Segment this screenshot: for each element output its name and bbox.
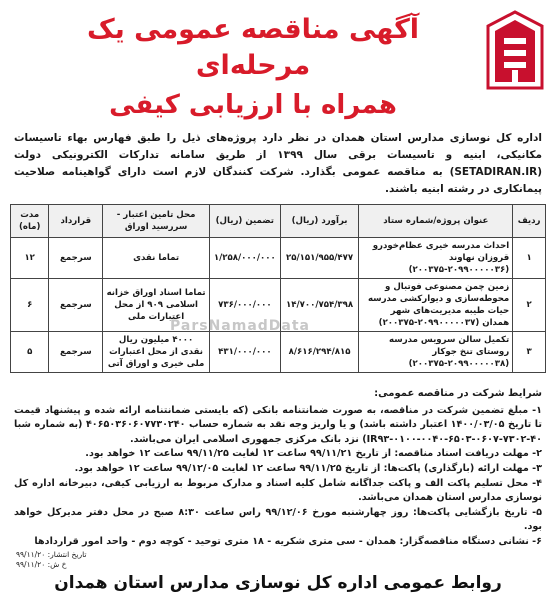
- condition-item: ۶- نشانی دستگاه مناقصه‌گزار: همدان - سی متری شکریه - ۱۸ متری توحید - کوچه دوم - واحد امور قراردادها: [34, 535, 542, 547]
- conditions-heading: شرایط شرکت در مناقصه عمومی:: [374, 388, 542, 399]
- guarantee-value: ۱/۲۵۸/۰۰۰/۰۰۰: [209, 238, 280, 279]
- table-row: [11, 238, 546, 279]
- estimate-value: ۸/۶۱۶/۲۹۴/۸۱۵: [280, 332, 359, 373]
- col-header-row-number: ردیف: [513, 205, 546, 238]
- condition-item: ۱- مبلغ تضمین شرکت در مناقصه، به صورت ضمانتنامه بانکی (که بایستی ضمانتنامه ارائه شده و پیشنهاد قیمت تا تاریخ ۱۴۰۰/۰۳/۰۵ اعتبار داشته باشد) و یا واریز وجه نقد به شماره حساب ۴۰۶۵۰۳۶۰۶۰۷۷۳۰۲۴۰ (به شماره شبا IR۹۳-۰۱۰۰-۰۰۴۰-۶۵۰۳-۰۶۰۷-۷۳۰۲-۴۰) نزد بانک مرکزی جمهوری اسلامی ایران می‌باشد.: [14, 404, 542, 445]
- project-title: زمین چمن مصنوعی فوتبال و محوطه‌سازی و دیوارکشی مدرسه حیات طیبه مدیریت‌های شهر همدان (۲۰۹۹۰۰۰۰۰۳۷-۲۰۰۳۷۵): [359, 279, 513, 332]
- condition-item: ۴- محل تسلیم پاکت الف و پاکت جداگانه شامل کلیه اسناد و مدارک مربوط به ارزیابی کیفی، دبیرخانه اداره کل نوسازی مدارس استان همدان می‌باشد.: [14, 477, 542, 504]
- table-row: [11, 332, 546, 373]
- publish-meta: [16, 550, 546, 570]
- duration-months: ۱۲: [11, 238, 49, 279]
- ad-subtitle: همراه با ارزیابی کیفی: [109, 90, 397, 120]
- condition-item: ۵- تاریخ بازگشایی پاکت‌ها: روز چهارشنبه مورخ ۹۹/۱۲/۰۶ راس ساعت ۸:۳۰ صبح در محل دفتر مدیرکل خواهد بود.: [14, 506, 542, 533]
- col-header-funding: محل تامین اعتبار - سررسید اوراق: [103, 205, 210, 238]
- project-title: احداث مدرسه خیری عظام‌خودرو قروزان نهاوند (۲۰۹۹۰۰۰۰۰۳۶-۲۰۰۳۷۵): [359, 238, 513, 279]
- col-header-estimate: برآورد (ریال): [280, 205, 359, 238]
- col-header-guarantee: تضمین (ریال): [209, 205, 280, 238]
- col-header-contract: قرارداد: [49, 205, 103, 238]
- condition-item: ۲- مهلت دریافت اسناد مناقصه: از تاریخ ۹۹/۱۱/۲۱ ساعت ۱۲ لغایت ۹۹/۱۱/۲۵ ساعت ۱۲ خواهد بود.: [85, 448, 542, 460]
- publish-code: خ ش: ۹۹/۱۱/۲۰: [16, 559, 67, 569]
- projects-table: [10, 204, 546, 373]
- estimate-value: ۱۴/۷۰۰/۷۵۴/۳۹۸: [280, 279, 359, 332]
- contract-type: سرجمع: [49, 279, 103, 332]
- footer-signature: روابط عمومی اداره کل نوسازی مدارس استان همدان: [54, 572, 502, 593]
- funding-source: ۴۰۰۰ میلیون ریال نقدی از محل اعتبارات ملی خیری و اوراق آتی: [103, 332, 210, 373]
- conditions-section: [14, 387, 542, 550]
- ad-title: آگهی مناقصه عمومی یک مرحله‌ای: [86, 14, 420, 81]
- duration-months: ۶: [11, 279, 49, 332]
- table-header-row: [11, 205, 546, 238]
- condition-item: ۳- مهلت ارائه (بارگذاری) پاکت‌ها: از تاریخ ۹۹/۱۱/۲۵ ساعت ۱۲ لغایت ۹۹/۱۲/۰۵ ساعت ۱۲ خواهد بود.: [74, 462, 542, 474]
- col-header-duration: مدت (ماه): [11, 205, 49, 238]
- project-title: تکمیل سالن سرویس مدرسه روستای تنخ جوکار (۲۰۹۹۰۰۰۰۰۳۸-۲۰۰۳۷۵): [359, 332, 513, 373]
- guarantee-value: ۴۳۱/۰۰۰/۰۰۰: [209, 332, 280, 373]
- row-number: ۱: [513, 238, 546, 279]
- row-number: ۲: [513, 279, 546, 332]
- publish-date: تاریخ انتشار: ۹۹/۱۱/۲۰: [16, 549, 87, 559]
- contract-type: سرجمع: [49, 238, 103, 279]
- duration-months: ۵: [11, 332, 49, 373]
- intro-paragraph: اداره کل نوسازی مدارس استان همدان در نظر دارد پروژه‌های ذیل را طبق فهارس بهاء تاسیسات مکانیکی، ابنیه و تاسیسات برقی سال ۱۳۹۹ از طریق سامانه تدارکات الکترونیکی دولت (SETADIRAN.IR) به مناقصه عمومی بگذارد. شرکت کنندگان لازم است دارای گواهینامه صلاحیت پیمانکاری در رشته ابنیه باشند.: [14, 132, 542, 195]
- col-header-project: عنوان پروژه/شماره ستاد: [359, 205, 513, 238]
- funding-source: تماما اسناد اوراق خزانه اسلامی ۹۰۹ از محل اعتبارات ملی: [103, 279, 210, 332]
- estimate-value: ۲۵/۱۵۱/۹۵۵/۴۷۷: [280, 238, 359, 279]
- contract-type: سرجمع: [49, 332, 103, 373]
- watermark: ParsNamadData: [170, 318, 310, 334]
- school-renovation-logo-icon: [484, 8, 546, 92]
- row-number: ۳: [513, 332, 546, 373]
- title-block: [30, 12, 476, 122]
- funding-source: تماما نقدی: [103, 238, 210, 279]
- guarantee-value: ۷۳۶/۰۰۰/۰۰۰: [209, 279, 280, 332]
